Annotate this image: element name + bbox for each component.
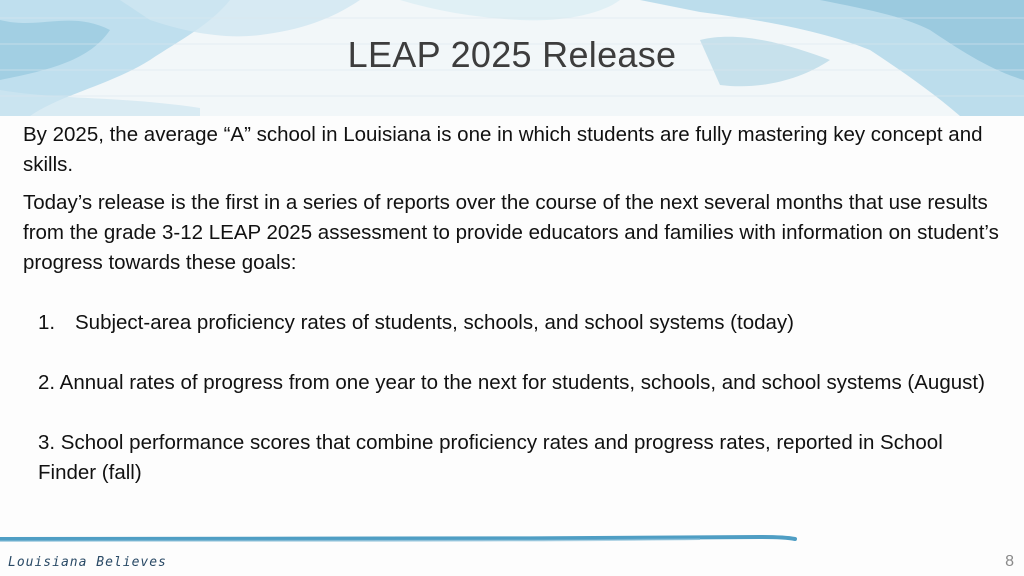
page-number: 8 <box>1005 553 1014 570</box>
louisiana-believes-logo: Louisiana Believes <box>8 555 167 570</box>
list-item-number: 1. <box>38 311 56 334</box>
slide-body <box>23 120 1003 488</box>
list-item-text: Subject-area proficiency rates of students, schools, and school systems (today) <box>75 311 794 334</box>
list-item: 3. School performance scores that combine proficiency rates and progress rates, reported in School Finder (fall) <box>38 431 943 484</box>
list-item: 2. Annual rates of progress from one year to the next for students, schools, and school systems (August) <box>38 371 985 394</box>
footer-brush-line <box>0 533 1024 545</box>
release-paragraph: Today’s release is the first in a series of reports over the course of the next several months that use results from the grade 3-12 LEAP 2025 assessment to provide educators and families with information on student’s progress towards these goals: <box>23 191 999 274</box>
intro-paragraph: By 2025, the average “A” school in Louisiana is one in which students are fully mastering key concept and skills. <box>23 123 983 176</box>
slide-title: LEAP 2025 Release <box>347 34 677 75</box>
list-item <box>23 308 1003 338</box>
